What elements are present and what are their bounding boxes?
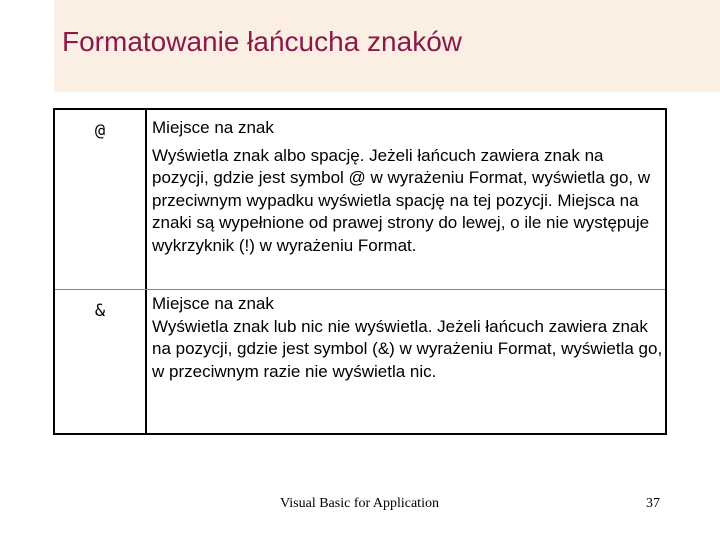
description-text: Wyświetla znak albo spację. Jeżeli łańcuch zawiera znak na pozycji, gdzie jest symbol @ w wyrażeniu Format, wyświetla go, w przeciwnym wypadku wyświetla spację na tej pozycji. Miejsca na znaki są wypełnione od prawej strony do lewej, o ile nie występuje wykrzyknik (!) w wyrażeniu Format. [152, 145, 651, 255]
footer-text: Visual Basic for Application [280, 496, 439, 511]
description-cell-at [152, 117, 664, 257]
description-cell-ampersand [152, 293, 664, 383]
column-divider [145, 110, 147, 433]
description-heading: Miejsce na znak [152, 118, 274, 137]
format-symbols-table [53, 108, 667, 435]
slide-title: Formatowanie łańcucha znaków [62, 26, 462, 57]
symbol-at: @ [94, 121, 106, 141]
symbol-ampersand: & [94, 301, 106, 321]
page-number: 37 [646, 496, 660, 511]
description-text: Wyświetla znak lub nic nie wyświetla. Jeżeli łańcuch zawiera znak na pozycji, gdzie jest symbol (&) w wyrażeniu Format, wyświetla go, w przeciwnym razie nie wyświetla nic. [152, 316, 663, 381]
row-divider [55, 289, 665, 290]
description-heading: Miejsce na znak [152, 294, 274, 313]
